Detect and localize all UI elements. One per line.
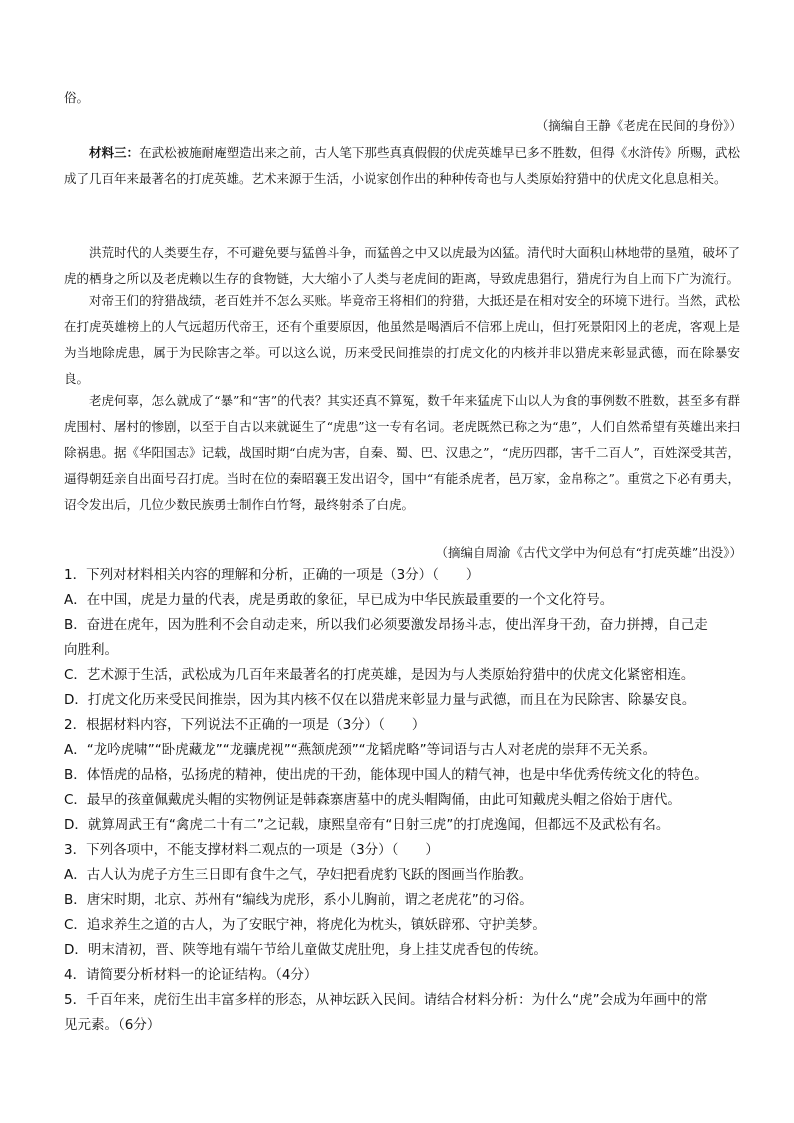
material-3-paragraph-1: [64, 140, 740, 192]
question-5-cont: 见元素。（6分）: [64, 1017, 161, 1033]
question-section: [64, 563, 740, 1038]
material-3-label: 材料三：: [89, 145, 140, 160]
question-2-option-c: C．最早的孩童佩戴虎头帽的实物例证是韩森寨唐墓中的虎头帽陶俑，由此可知戴虎头帽之俗始于唐代。: [64, 792, 681, 808]
question-2-stem: 2．根据材料内容，下列说法不正确的一项是（3分）（ ）: [64, 717, 426, 733]
question-1-option-c: C．艺术源于生活，武松成为几百年来最著名的打虎英雄，是因为与人类原始狩猎中的伏虎文化紧密相连。: [64, 667, 695, 683]
question-2-option-b: B．体悟虎的品格，弘扬虎的精神，使出虎的干劲，能体现中国人的精气神，也是中华优秀传统文化的特色。: [64, 767, 708, 783]
question-5: 5．千百年来，虎衍生出丰富多样的形态，从神坛跃入民间。请结合材料分析：为什么“虎”会成为年画中的常: [64, 992, 708, 1008]
question-1-option-b-cont: 向胜利。: [64, 642, 118, 658]
material-3-paragraph-2: 洪荒时代的人类要生存，不可避免要与猛兽斗争，而猛兽之中又以虎最为凶猛。清代时大面积山林地带的垦殖，破坏了虎的栖身之所以及老虎赖以生存的食物链，大大缩小了人类与老虎间的距离，导致虎患猖行，猎虎行为自上而下广为流行。: [64, 245, 740, 286]
question-1-option-b: B．奋进在虎年，因为胜利不会自动走来，所以我们必须要激发昂扬斗志，使出浑身干劲，奋力拼搏，自己走: [64, 617, 708, 633]
question-3-option-b: B．唐宋时期，北京、苏州有“编线为虎形，系小儿胸前，谓之老虎花”的习俗。: [64, 892, 533, 908]
citation-source-3: （摘编自周渝《古代文学中为何总有“打虎英雄”出没》）: [435, 545, 742, 560]
citation-source-2: （摘编自王静《老虎在民间的身份》）: [535, 118, 742, 133]
question-3-option-a: A．古人认为虎子方生三日即有食牛之气，孕妇把看虎豹飞跃的图画当作胎教。: [64, 867, 533, 883]
question-2-option-d: D．就算周武王有“禽虎二十有二”之记载，康熙皇帝有“日射三虎”的打虎逸闻，但都远不及武松有名。: [64, 817, 670, 833]
question-3-option-c: C．追求养生之道的古人，为了安眠宁神，将虎化为枕头，镇妖辟邪、守护美梦。: [64, 917, 546, 933]
question-4: 4．请简要分析材料一的论证结构。（4分）: [64, 967, 318, 983]
question-1-option-a: A．在中国，虎是力量的代表，虎是勇敢的象征，早已成为中华民族最重要的一个文化符号。: [64, 592, 614, 608]
question-2-option-a: A．“龙吟虎啸”“卧虎藏龙”“龙骧虎视”“燕颔虎颈”“龙韬虎略”等词语与古人对老虎的崇拜不无关系。: [64, 742, 657, 758]
question-3-option-d: D．明末清初，晋、陕等地有端午节给儿童做艾虎肚兜，身上挂艾虎香包的传统。: [64, 942, 547, 958]
text-fragment: 俗。: [64, 90, 90, 105]
question-3-stem: 3．下列各项中，不能支撑材料二观点的一项是（3分）（ ）: [64, 842, 439, 858]
material-3-text-1: 在武松被施耐庵塑造出来之前，古人笔下那些真真假假的伏虎英雄早已多不胜数，但得《水浒传》所赐，武松成了几百年来最著名的打虎英雄。艺术来源于生活，小说家创作出的种种传奇也与人类原始狩猎中的伏虎文化息息相关。: [64, 145, 740, 186]
question-1-stem: 1．下列对材料相关内容的理解和分析，正确的一项是（3分）（ ）: [64, 567, 480, 583]
question-1-option-d: D．打虎文化历来受民间推崇，因为其内核不仅在以猎虎来彰显力量与武德，而且在为民除害、除暴安良。: [64, 692, 696, 708]
material-3-paragraph-4: 老虎何辜，怎么就成了“暴”和“害”的代表？其实还真不算冤，数千年来猛虎下山以人为食的事例数不胜数，甚至多有群虎围村、屠村的惨剧，以至于自古以来就诞生了“虎患”这一专有名词。老虎既然已称之为“患”，人们自然希望有英雄出来扫除祸患。据《华阳国志》记载，战国时期“白虎为害，自秦、蜀、巴、汉患之”，“虎历四郡，害千二百人”，百姓深受其苦，逼得朝廷亲自出面号召打虎。当时在位的秦昭襄王发出诏令，国中“有能杀虎者，邑万家，金帛称之”。重赏之下必有勇夫，诏令发出后，几位少数民族勇士制作白竹弩，最终射杀了白虎。: [64, 393, 740, 512]
material-3-paragraph-3: 对帝王们的狩猎战绩，老百姓并不怎么买账。毕竟帝王将相们的狩猎，大抵还是在相对安全的环境下进行。当然，武松在打虎英雄榜上的人气远超历代帝王，还有个重要原因，他虽然是喝酒后不信邪上虎山，但打死景阳冈上的老虎，客观上是为当地除虎患，属于为民除害之举。可以这么说，历来受民间推崇的打虎文化的内核并非以猎虎来彰显武德，而在除暴安良。: [64, 293, 740, 386]
